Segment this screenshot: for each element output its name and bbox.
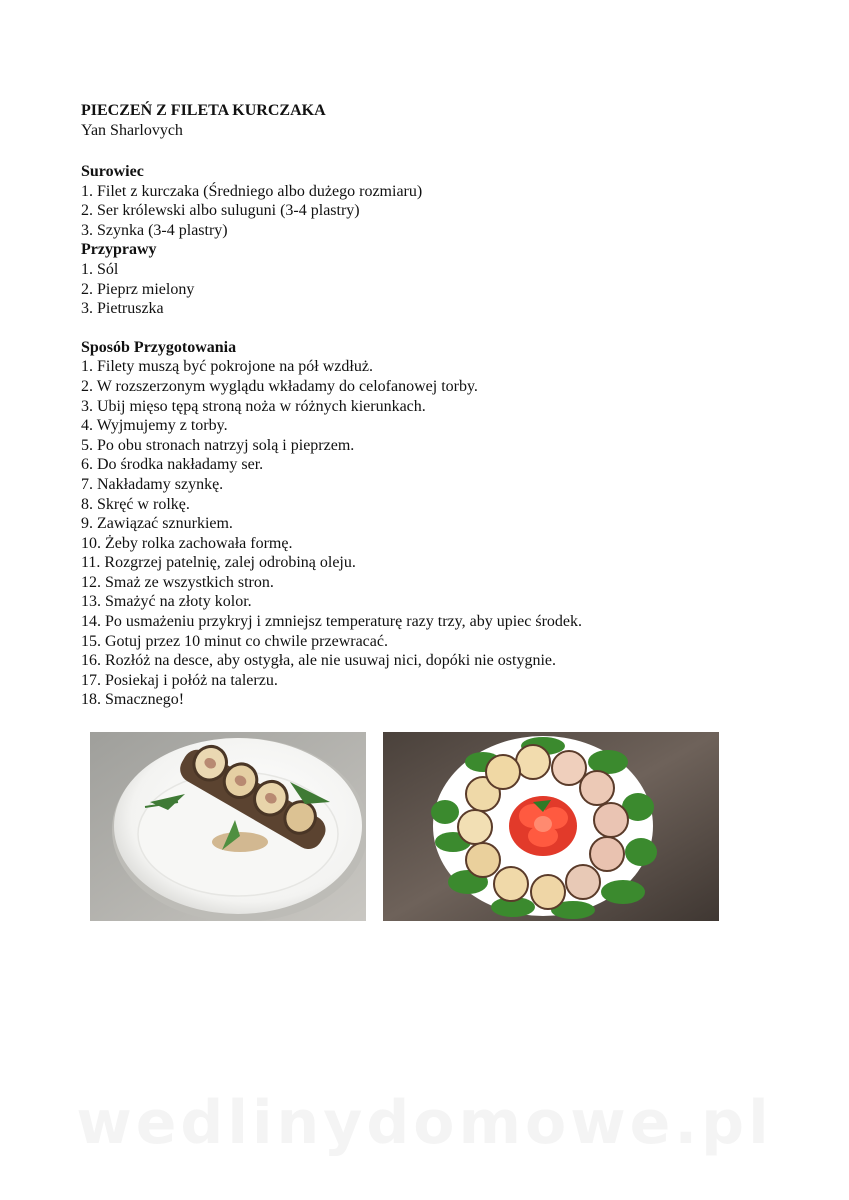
list-item: 12. Smaż ze wszystkich stron.	[81, 573, 274, 591]
list-item: 8. Skręć w rolkę.	[81, 495, 190, 513]
recipe-title: PIECZEŃ Z FILETA KURCZAKA	[81, 102, 326, 119]
list-item: 14. Po usmażeniu przykryj i zmniejsz temperaturę razy trzy, aby upiec środek.	[81, 613, 583, 631]
dish-photo-platter	[383, 732, 719, 921]
recipe-author: Yan Sharlovych	[81, 122, 183, 139]
list-item: 6. Do środka nakładamy ser.	[81, 456, 264, 474]
ingredients-list	[81, 182, 781, 241]
spices-list	[81, 260, 781, 319]
list-item: 1. Filety muszą być pokrojone na pół wzdłuż.	[81, 358, 373, 376]
recipe-document	[81, 101, 781, 710]
list-item: 2. Pieprz mielony	[81, 280, 195, 298]
list-item: 7. Nakładamy szynkę.	[81, 475, 224, 493]
list-item: 10. Żeby rolka zachowała formę.	[81, 534, 293, 552]
list-item: 15. Gotuj przez 10 minut co chwile przewracać.	[81, 632, 388, 650]
list-item: 1. Sól	[81, 260, 119, 278]
watermark: wedlinydomowe.pl	[76, 1088, 773, 1158]
steps-list	[81, 357, 781, 710]
list-item: 3. Pietruszka	[81, 300, 164, 318]
ingredients-heading: Surowiec	[81, 163, 144, 180]
list-item: 9. Zawiązać sznurkiem.	[81, 515, 233, 533]
list-item: 13. Smażyć na złoty kolor.	[81, 593, 252, 611]
dish-photo-plated	[90, 732, 366, 921]
list-item: 16. Rozłóż na desce, aby ostygła, ale nie usuwaj nici, dopóki nie ostygnie.	[81, 652, 556, 670]
list-item: 18. Smacznego!	[81, 691, 185, 709]
list-item: 5. Po obu stronach natrzyj solą i pieprzem.	[81, 436, 355, 454]
list-item: 3. Ubij mięso tępą stroną noża w różnych kierunkach.	[81, 397, 426, 415]
spices-heading: Przyprawy	[81, 241, 157, 259]
list-item: 4. Wyjmujemy z torby.	[81, 417, 228, 435]
method-heading: Sposób Przygotowania	[81, 338, 237, 356]
list-item: 3. Szynka (3-4 plastry)	[81, 221, 228, 239]
list-item: 17. Posiekaj i połóż na talerzu.	[81, 671, 278, 689]
list-item: 11. Rozgrzej patelnię, zalej odrobiną oleju.	[81, 554, 356, 572]
list-item: 2. W rozszerzonym wyglądu wkładamy do celofanowej torby.	[81, 377, 478, 395]
list-item: 2. Ser królewski albo suluguni (3-4 plastry)	[81, 202, 360, 220]
list-item: 1. Filet z kurczaka (Średniego albo dużego rozmiaru)	[81, 182, 423, 200]
